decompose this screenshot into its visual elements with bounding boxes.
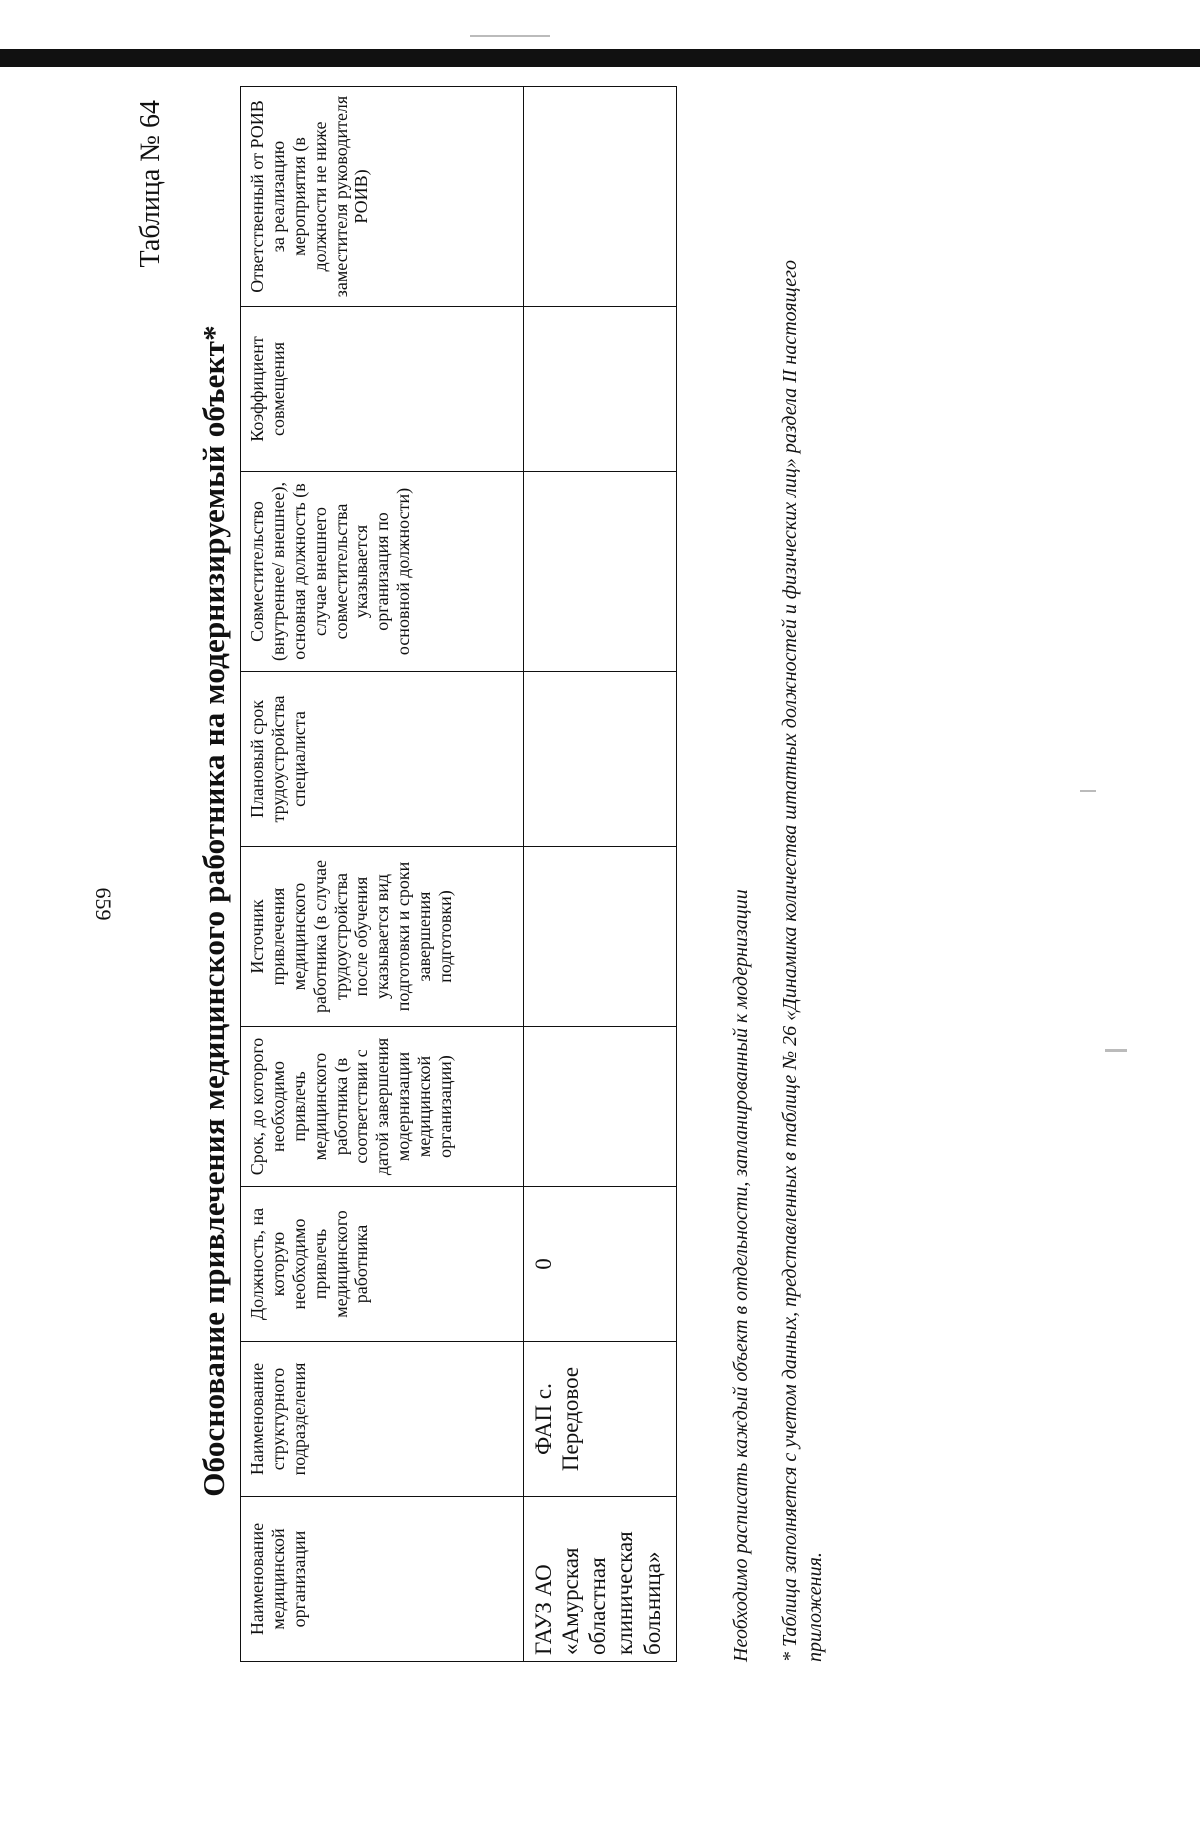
header-planned-employment: Плановый срок трудоустройства специалиста xyxy=(241,672,524,847)
scan-edge-bar xyxy=(0,49,1200,67)
cell-structural-unit: ФАП с. Передовое xyxy=(524,1342,677,1497)
cell-responsible-official xyxy=(524,87,677,307)
scan-speck xyxy=(470,35,550,37)
header-position: Должность, на которую необходимо привлечь медицинского работника xyxy=(241,1187,524,1342)
header-source: Источник привлечения медицинского работника (в случае трудоустройства после обучения указывается вид подготовки и сроки завершения подготовки) xyxy=(241,847,524,1027)
cell-combination-coefficient xyxy=(524,307,677,472)
justification-table xyxy=(240,86,677,1662)
footnote-text: * Таблица заполняется с учетом данных, представленных в таблице № 26 «Динамика количества штатных должностей и физических лиц» раздела II настоящего приложения. xyxy=(779,260,826,1662)
header-responsible-official: Ответственный от РОИВ за реализацию мероприятия (в должности не ниже заместителя руководителя РОИВ) xyxy=(241,87,524,307)
cell-part-time xyxy=(524,472,677,672)
cell-source xyxy=(524,847,677,1027)
header-deadline: Срок, до которого необходимо привлечь медицинского работника (в соответствии с датой завершения модернизации медицинской организации) xyxy=(241,1027,524,1187)
table-row xyxy=(524,87,677,1662)
table-header-row xyxy=(241,87,524,1662)
table-title: Таблица № 64 xyxy=(135,100,166,268)
header-combination-coefficient: Коэффициент совмещения xyxy=(241,307,524,472)
header-medical-organization: Наименование медицинской организации xyxy=(241,1497,524,1662)
cell-planned-employment xyxy=(524,672,677,847)
cell-medical-organization: ГАУЗ АО «Амурская областная клиническая больница» xyxy=(524,1497,677,1662)
scan-speck xyxy=(1105,1049,1127,1052)
cell-position: 0 xyxy=(524,1187,677,1342)
page-number: 659 xyxy=(91,887,116,921)
scan-speck xyxy=(1080,790,1096,792)
document-heading: Обоснование привлечения медицинского работника на модернизируемый объект* xyxy=(196,325,231,1497)
header-part-time: Совместительство (внутреннее/ внешнее), основная должность (в случае внешнего совместительства указывается организация по основной должности) xyxy=(241,472,524,672)
note-text: Необходимо расписать каждый объект в отдельности, запланированный к модернизации xyxy=(730,889,752,1662)
cell-deadline xyxy=(524,1027,677,1187)
header-structural-unit: Наименование структурного подразделения xyxy=(241,1342,524,1497)
